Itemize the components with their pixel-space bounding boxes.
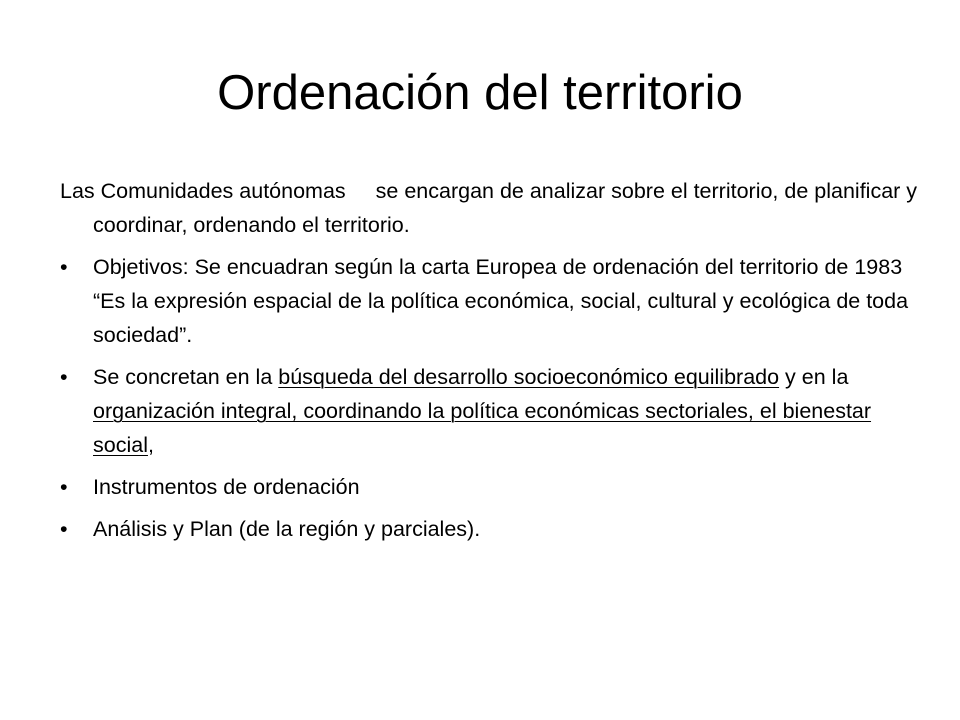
intro-paragraph [60,174,920,242]
bullet-mark: • [60,475,68,499]
bullet-instrumentos-text: Instrumentos de ordenación [93,475,360,499]
bullet-analisis-text: Análisis y Plan (de la región y parciales). [93,517,481,541]
intro-subject: Las Comunidades autónomas [60,179,346,203]
concretan-text-3: , [147,433,154,457]
bullet-objetivos-text: Objetivos: Se encuadran según la carta Europea de ordenación del territorio de 1983 “Es la expresión espacial de la política económica, social, cultural y ecológica de toda sociedad”. [93,255,909,347]
underlined-desarrollo: búsqueda del desarrollo socioeconómico equilibrado [278,365,780,389]
bullet-analisis [60,512,920,546]
slide-title: Ordenación del territorio [217,66,743,120]
bullet-concretan [60,360,920,462]
intro-predicate: se encargan de analizar sobre el territorio, de planificar y coordinar, ordenando el territorio. [93,179,918,237]
bullet-mark: • [60,255,68,279]
bullet-mark: • [60,517,68,541]
bullet-instrumentos [60,470,920,504]
concretan-text-2: y en la [779,365,849,389]
underlined-organizacion: organización integral, coordinando la política económicas sectoriales, el bienestar social [93,399,872,457]
bullet-mark: • [60,365,68,389]
bullet-objetivos [60,250,920,352]
slide-body [60,174,920,554]
concretan-text-1: Se concretan en la [93,365,279,389]
